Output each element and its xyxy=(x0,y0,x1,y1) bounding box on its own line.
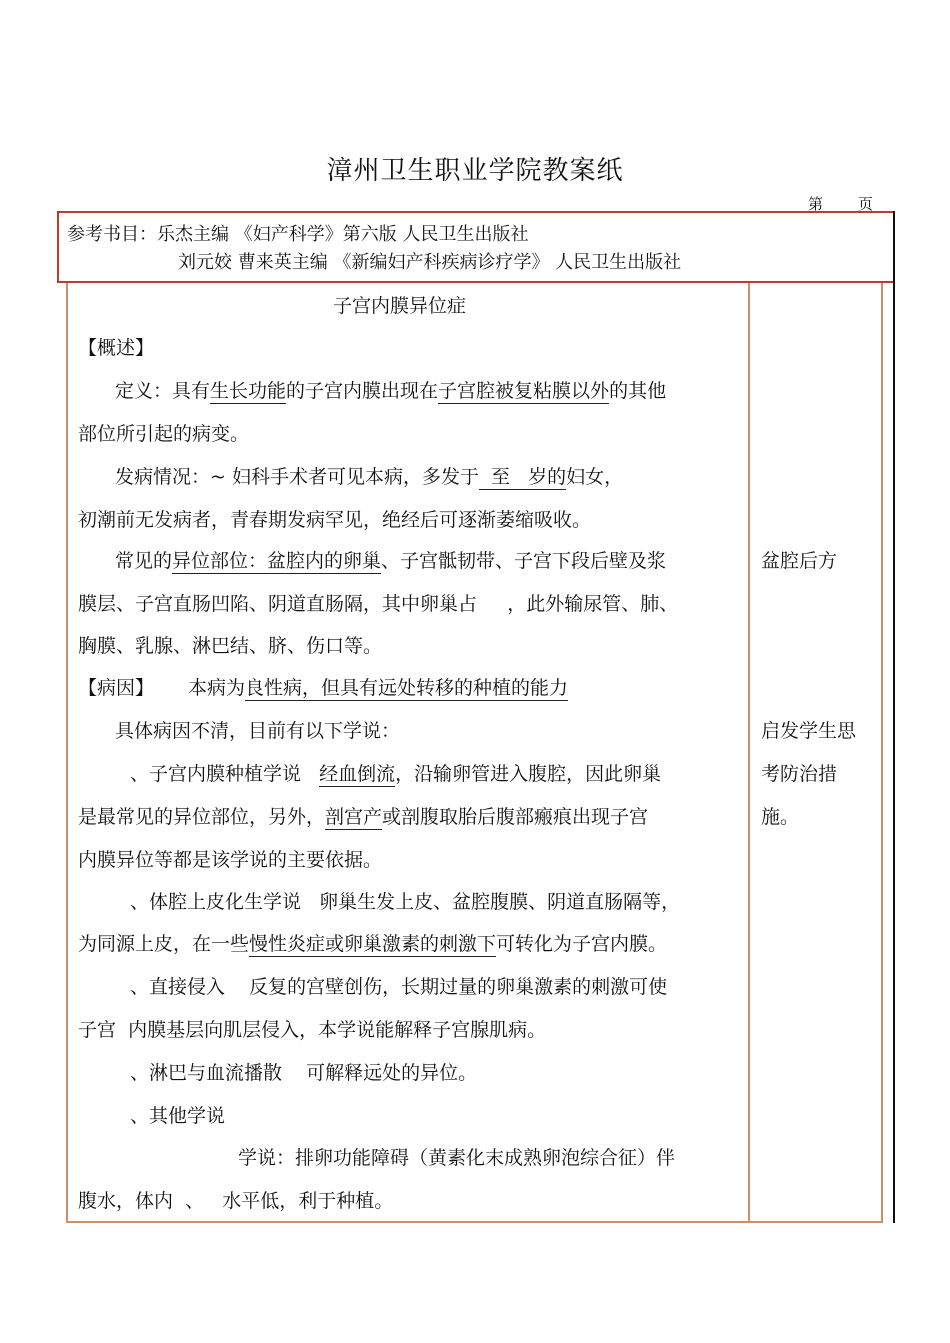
reference-line-1: 参考书目：乐杰主编 《妇产科学》第六版 人民卫生出版社 xyxy=(67,224,529,245)
theory-1-line-2: 是最常见的异位部位，另外，剖宫产或剖腹取胎后腹部瘢痕出现子宫 xyxy=(78,806,649,828)
site-line-1: 常见的异位部位：盆腔内的卵巢、子宫骶韧带、子宫下段后壁及浆 xyxy=(115,550,667,572)
theory-3-line-1: 、直接侵入 反复的宫壁创伤，长期过量的卵巢激素的刺激可使 xyxy=(130,976,668,998)
reference-line-2: 刘元姣 曹来英主编 《新编妇产科疾病诊疗学》 人民卫生出版社 xyxy=(178,252,682,273)
theory-2-line-1: 、体腔上皮化生学说 卵巢生发上皮、盆腔腹膜、阴道直肠隔等， xyxy=(130,891,681,913)
incidence-line-1: 发病情况：~ 妇科手术者可见本病，多发于 至 岁的妇女， xyxy=(115,466,624,488)
side-note-inspire-3: 施。 xyxy=(761,806,800,828)
right-margin-line xyxy=(893,211,895,1223)
incidence-line-2: 初潮前无发病者，青春期发病罕见，绝经后可逐渐萎缩吸收。 xyxy=(78,509,592,531)
page-label-di: 第 xyxy=(808,195,824,213)
column-divider xyxy=(748,283,750,1223)
page-label-ye: 页 xyxy=(858,195,874,213)
cause-line: 【病因】 本病为良性病，但具有远处转移的种植的能力 xyxy=(78,677,569,699)
overview-heading: 【概述】 xyxy=(78,337,155,359)
cause-intro: 具体病因不清，目前有以下学说： xyxy=(115,720,401,742)
side-note-inspire-2: 考防治措 xyxy=(761,763,838,785)
theory-1-line-3: 内膜异位等都是该学说的主要依据。 xyxy=(78,849,383,871)
theory-2-line-2: 为同源上皮，在一些慢性炎症或卵巢激素的刺激下可转化为子宫内膜。 xyxy=(78,933,668,955)
theory-1-line-1: 、子宫内膜种植学说 经血倒流，沿输卵管进入腹腔，因此卵巢 xyxy=(130,763,662,785)
topic-heading: 子宫内膜异位症 xyxy=(333,295,467,317)
definition-line-2: 部位所引起的病变。 xyxy=(78,423,250,445)
site-line-3: 胸膜、乳腺、淋巴结、脐、伤口等。 xyxy=(78,635,383,657)
side-note-pelvic: 盆腔后方 xyxy=(761,550,838,572)
theory-5-line-2: 腹水，体内 、 水平低，利于种植。 xyxy=(78,1190,394,1212)
side-note-inspire-1: 启发学生思 xyxy=(761,720,857,742)
theory-5-heading: 、其他学说 xyxy=(130,1105,226,1127)
definition-line-1: 定义：具有生长功能的子宫内膜出现在子宫腔被复粘膜以外的其他 xyxy=(115,380,667,402)
theory-4-line-1: 、淋巴与血流播散 可解释远处的异位。 xyxy=(130,1062,478,1084)
theory-3-line-2: 子宫 内膜基层向肌层侵入，本学说能解释子宫腺肌病。 xyxy=(78,1019,547,1041)
theory-5-line-1: 学说：排卵功能障碍（黄素化末成熟卵泡综合征）伴 xyxy=(238,1147,676,1169)
site-line-2: 膜层、子宫直肠凹陷、阴道直肠隔，其中卵巢占 ，此外输尿管、肺、 xyxy=(78,593,679,615)
page-title: 漳州卫生职业学院教案纸 xyxy=(326,156,624,186)
